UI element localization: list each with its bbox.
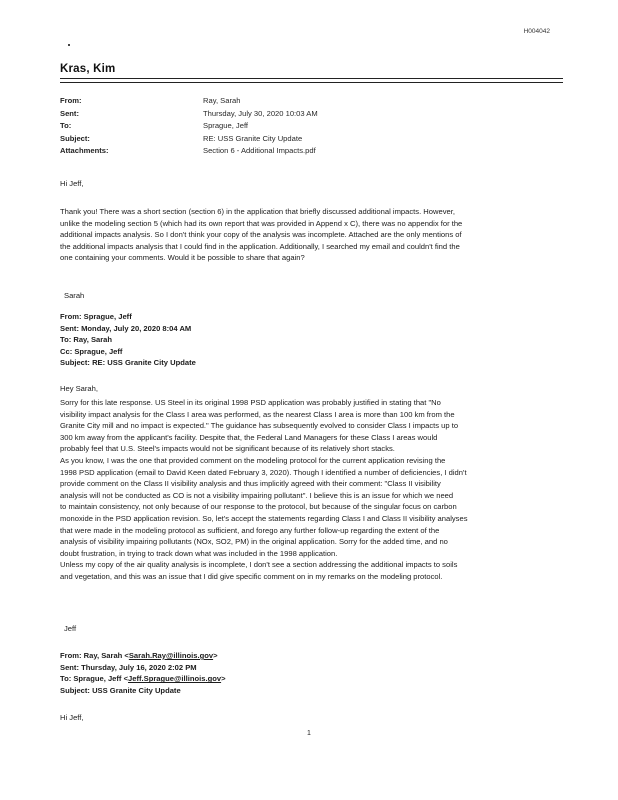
msg2-line: visibility impact analysis for the Class I area was performed, as the nearest Class I area is more than 100 km from the — [60, 409, 455, 419]
header-to-row — [60, 120, 560, 133]
sender-name: Kras, Kim — [60, 63, 116, 75]
msg2-line: that were made in the modeling protocol as sufficient, and forego any further follow-up regarding the extent of the — [60, 525, 440, 535]
msg2-line: Granite City mill and no impact is expected." The guidance has subsequently evolved to consider Class I impacts up to — [60, 421, 459, 431]
attachments-label: Attachments: — [60, 146, 109, 155]
subject-value: RE: USS Granite City Update — [203, 133, 303, 143]
header-subject-row — [60, 133, 560, 146]
header-rule — [60, 78, 563, 83]
header-attachments-row — [60, 145, 560, 158]
msg2-subject: Subject: RE: USS Granite City Update — [60, 358, 196, 368]
msg1-line: unlike the modeling section 5 (which had its own report that was provided in Append x C), there was no appendix for the — [60, 218, 463, 228]
msg2-line: doubt frustration, in trying to track down what was included in the 1998 application. — [60, 548, 338, 558]
msg2-line: analysis of visibility impairing pollutants (NOx, SO2, PM) in the original application. Sorry for the added time, and no — [60, 537, 448, 547]
msg1-line: Thank you! There was a short section (section 6) in the application that briefly discussed additional impacts. However, — [60, 207, 455, 216]
msg3-greeting: Hi Jeff, — [60, 713, 84, 722]
header-from-row — [60, 95, 560, 108]
sent-value: Thursday, July 30, 2020 10:03 AM — [203, 108, 318, 118]
msg2-line: 300 km away from the applicant's facility. Despite that, the Federal Land Managers for these Class I areas would — [60, 432, 438, 442]
attachments-value[interactable]: Section 6 - Additional Impacts.pdf — [203, 146, 316, 155]
msg2-line: provide comment on the Class II visibility analysis and thus implicitly agreed with their comment: "Class II visibility — [60, 479, 441, 489]
msg1-paragraph — [60, 206, 562, 264]
msg3-sent: Sent: Thursday, July 16, 2020 2:02 PM — [60, 662, 197, 672]
msg2-line: to maintain consistency, not only because of our response to the protocol, but because of the singular focus on carbon — [60, 502, 457, 512]
msg2-line: Sorry for this late response. US Steel in its original 1998 PSD application was probably justified in stating that "No — [60, 398, 441, 407]
page-number: 1 — [307, 730, 311, 737]
msg2-cc: Cc: Sprague, Jeff — [60, 346, 123, 356]
msg1-line: the additional impacts analysis that I could find in the application. Additionally, I searched my email and couldn't find the — [60, 241, 460, 251]
sent-label: Sent: — [60, 108, 79, 118]
msg2-line: 1998 PSD application (email to David Keen dated February 3, 2020). Though I identified a number of deficiencies, I didn't — [60, 467, 467, 477]
msg2-line: analysis will not be conducted as CO is not a visibility impairing pollutant". I believe this is an issue for which we need — [60, 490, 454, 500]
msg2-line: As you know, I was the one that provided comment on the modeling protocol for the current application revising the — [60, 455, 446, 465]
bates-number: H004042 — [523, 28, 550, 35]
to-value: Sprague, Jeff — [203, 121, 249, 130]
msg3-from — [60, 650, 562, 662]
msg1-greeting: Hi Jeff, — [60, 179, 84, 188]
header-sent-row — [60, 108, 560, 121]
msg3-from-prefix: From: Ray, Sarah < — [60, 651, 129, 660]
msg1-signoff: Sarah — [64, 291, 85, 300]
scan-speck — [68, 44, 70, 46]
email-header — [60, 95, 560, 158]
msg2-greeting: Hey Sarah, — [60, 384, 98, 393]
msg3-to-email-link[interactable]: Jeff.Sprague@illinois.gov — [128, 674, 222, 684]
msg3-to — [60, 673, 562, 685]
msg1-line: additional impacts analysis. So I don't think your copy of the analysis was incomplete. Attached are the only mentions of — [60, 230, 462, 240]
from-value: Ray, Sarah — [203, 96, 241, 105]
subject-label: Subject: — [60, 133, 90, 143]
msg2-sent: Sent: Monday, July 20, 2020 8:04 AM — [60, 323, 192, 333]
msg2-from: From: Sprague, Jeff — [60, 312, 132, 321]
from-label: From: — [60, 96, 82, 105]
msg3-subject: Subject: USS Granite City Update — [60, 685, 181, 695]
msg2-line: and vegetation, and this was an issue that I did give specific comment on in my remarks on the modeling protocol. — [60, 571, 443, 581]
to-label: To: — [60, 121, 72, 130]
msg3-to-suffix: > — [221, 674, 226, 684]
msg2-line: monoxide in the PSD application revision. So, let's accept the statements regarding Class I and Class II visibility analyses — [60, 513, 468, 523]
msg2-line: probably feel that U.S. Steel's impacts would not be significant because of its relatively short stacks. — [60, 444, 395, 454]
msg2-to: To: Ray, Sarah — [60, 335, 113, 345]
msg3-from-email-link[interactable]: Sarah.Ray@illinois.gov — [128, 651, 214, 660]
msg2-signoff: Jeff — [64, 624, 77, 633]
msg1-line: one containing your comments. Would it be possible to share that again? — [60, 253, 305, 263]
msg2-header — [60, 311, 562, 369]
msg3-header — [60, 650, 562, 696]
msg2-line: Unless my copy of the air quality analysis is incomplete, I don't see a section addressing the additional impacts to soils — [60, 560, 458, 570]
msg3-from-suffix: > — [213, 651, 218, 660]
msg2-paragraph — [60, 397, 562, 583]
msg3-to-prefix: To: Sprague, Jeff < — [60, 674, 129, 684]
